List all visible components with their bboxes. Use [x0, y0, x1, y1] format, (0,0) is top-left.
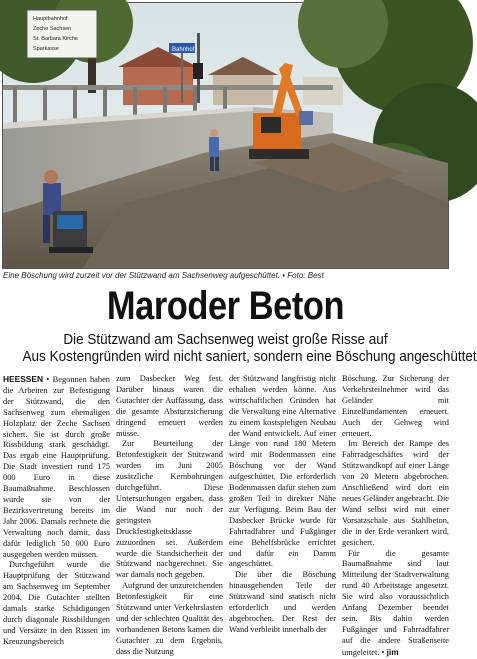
paragraph: Böschung. Zur Sicherung der Verkehrsteilnehmer wird das Geländer mit Einzelfundamenten erneuert. Auch der Gehweg wird erneuert.: [342, 374, 449, 438]
photo-caption: Eine Böschung wird zurzeit vor der Stützwand am Sachsenweg aufgeschüttet. • Foto: Best: [3, 271, 324, 280]
paragraph: Die über die Böschung hinausgehenden Teile der Stützwand sind statisch nicht erforderlich und werden abgebrochen. Der Rest der Wand verbleibt innerhalb der: [229, 570, 336, 634]
subheadline: Aus Kostengründen wird nicht saniert, sondern eine Böschung angeschüttet: [22, 348, 477, 365]
street-sign-line: Sparkasse: [33, 46, 59, 52]
headline: Maroder Beton: [106, 284, 345, 328]
paragraph: Zur Beurteilung der Betonfestigkeit der Stützwand wurden im Juni 2005 zusätzliche Kernbohrungen durchgeführt. Diese Untersuchungen ergaben, dass die Wand nur noch der geringsten Druckfestigkeitsklasse zuzuordnen sei. Außerdem wurde die Standsicherheit der Stützwand nachgerechnet. Sie war damals noch gegeben.: [116, 439, 223, 580]
text-column: [229, 374, 336, 634]
street-sign-line: Zeche Sachsen: [33, 26, 72, 32]
paragraph: Im Bereich der Rampe des Fahrradgeschäftes wird der Stützwandkopf auf einer Länge von 20 Metern abgebrochen. Anschließend wird dort ein neues Geländer angebracht. Die Wand selbst wird mit einer Vorsatzschale aus Stahlbeton, die in der Erde verankert wird, gesichert.: [342, 439, 449, 547]
street-sign-line: St. Barbara Kirche: [33, 36, 78, 42]
text-column: [3, 374, 110, 646]
dateline: HEESSEN: [3, 374, 44, 384]
paragraph: Für die gesamte Baumaßnahme sind laut Mitteilung der Stadtverwaltung rund 40 Arbeitstage angesetzt. Sie wird also voraussichtlich Anfang Dezember beendet sein. Bis dahin werden Fußgänger und Fahrradfahrer auf die andere Straßenseite umgeleitet. • jim: [342, 548, 449, 657]
paragraph: [3, 374, 110, 560]
paragraph: zum Dasbecker Weg fest. Darüber hinaus waren die Gutachter der Auffassung, dass die gesamte Absturzsicherung dringend erneuert werden müsse.: [116, 374, 223, 438]
street-sign-line: Hauptbahnhof: [33, 16, 68, 22]
paragraph-text: Für die gesamte Baumaßnahme sind laut Mitteilung der Stadtverwaltung rund 40 Arbeitstage angesetzt. Sie wird also voraussichtlich Anfang Dezember beendet sein. Bis dahin werden Fußgänger und Fahrradfahrer auf die andere Straßenseite umgeleitet.: [342, 548, 449, 657]
text-column: [116, 374, 223, 656]
text-column: [342, 374, 449, 657]
article-body: [3, 374, 449, 657]
paragraph: Durchgeführt wurde die Hauptprüfung der Stützwand am Sachsenweg im September 2004. Die Gutachter stellten damals starke Schädigungen durch diagonale Rissbildungen und Versätze in den Rissen im Kreuzungsbereich: [3, 560, 110, 646]
author-signature: jim: [386, 646, 399, 657]
paragraph: Aufgrund der unzureichenden Betonfestigkeit für eine Stützwand unter Verkehrslasten und der schlechten Qualität des vorhandenen Betons kamen die Gutachter zu dem Ergebnis, dass die Nutzung: [116, 581, 223, 656]
paragraph-text: • Begonnen haben die Arbeiten zur Befestigung der Stützwand, die den Sachsenweg zum ehemaligen Holzplatz der Zeche Sachsen sichert. Sie ist durch große Rissbildung stark geschädigt. Das ergab eine Hauptprüfung. Die Stadt investiert rund 175 000 Euro in diese Baumaßnahme. Beschlossen wurde sie von der Bezirksvertretung bereits im Jahr 2006. Damals rechnete die Verwaltung noch damit, dass dafür lediglich 50 000 Euro ausgegeben werden müssen.: [3, 375, 110, 559]
paragraph: der Stützwand langfristig nicht erhalten werden könne. Aus wirtschaftlichen Gründen hat die Verwaltung eine Alternative zu einem kostspieligen Neubau der Wand entwickelt. Auf einer Länge von rund 180 Metern wird mit Bodenmassen eine Böschung vor der Wand aufgeschüttet. Die erforderlich Bodenmassen dafür stehen zum großen Teil in direkter Nähe zur Verfügung. Beim Bau der Dasbecker Brücke wurde für Fahrradfahrer und Fußgänger eine Behelfsbrücke errichtet und dafür ein Damm angeschüttet.: [229, 374, 336, 569]
article-photo: [2, 2, 449, 269]
street-sign-line: Bahnhof: [172, 47, 195, 53]
subheadline: Die Stützwand am Sachsenweg weist große Risse auf: [63, 331, 388, 348]
